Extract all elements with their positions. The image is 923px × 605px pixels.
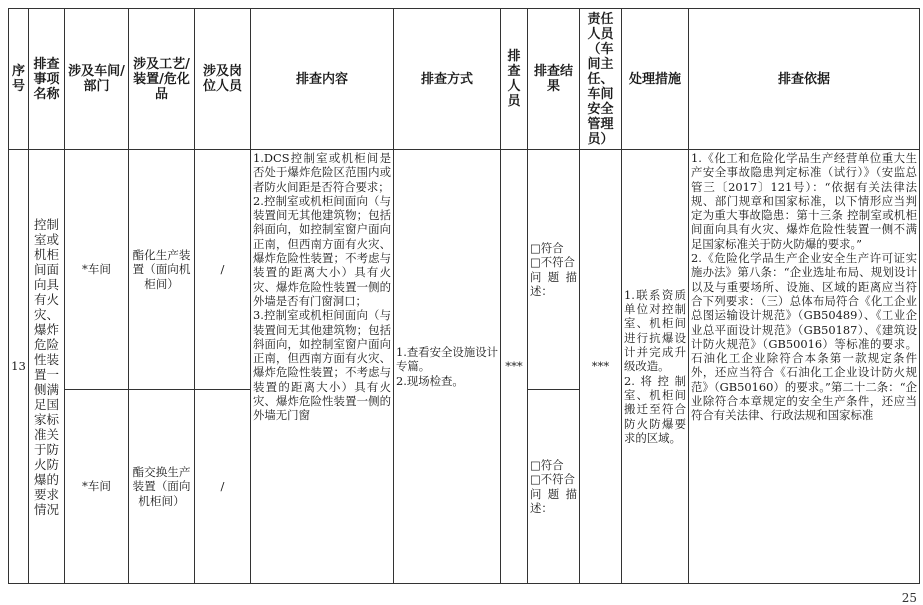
row-handling: 1.联系资质单位对控制室、机柜间进行抗爆设计并完成升级改造。 2.将控制室、机柜间搬迁至符合防火防爆要求的区域。 xyxy=(622,150,689,584)
row-person: *** xyxy=(501,150,528,584)
row-item-name: 控制室或机柜间面向具有火灾、爆炸危险性装置一侧满足国家标准关于防火防爆的要求情况 xyxy=(29,150,65,584)
row-workshop-1: *车间 xyxy=(65,150,129,390)
header-responsible: 责任人员（车间主任、车间安全管理员） xyxy=(580,9,622,150)
row-workshop-2: *车间 xyxy=(65,390,129,584)
inspection-table xyxy=(8,8,920,584)
table-row xyxy=(9,150,920,390)
row-basis: 1.《化工和危险化学品生产经营单位重大生产安全事故隐患判定标准（试行）》（安监总管三〔2017〕121号）：“依据有关法律法规、部门规章和国家标准，以下情形应当判定为重大事故隐患：第十三条 控制室或机柜间面向具有火灾、爆炸危险性装置一侧不满足国家标准关于防火防爆的要求。” 2.《危险化学品生产企业安全生产许可证实施办法》第八条：“企业选址布局、规划设计以及与重要场所、设施、区域的距离应当符合下列要求：（三）总体布局符合《化工企业总图运输设计规范》（GB50489）、《工业企业总平面设计规范》（GB50187）、《建筑设计防火规范》（GB50016）等标准的要求。石油化工企业除符合本条第一款规定条件外，还应当符合《石油化工企业设计防火规范》（GB50160）的要求。”第二十二条：“企业除符合本章规定的安全生产条件，还应当符合有关法律、行政法规和国家标准 xyxy=(689,150,920,584)
page-number: 25 xyxy=(901,591,917,605)
header-result: 排查结果 xyxy=(528,9,580,150)
header-handling: 处理措施 xyxy=(622,9,689,150)
row-process-1: 酯化生产装置（面向机柜间） xyxy=(129,150,195,390)
header-workshop: 涉及车间/部门 xyxy=(65,9,129,150)
row-responsible: *** xyxy=(580,150,622,584)
header-method: 排查方式 xyxy=(394,9,501,150)
row-post-2: / xyxy=(195,390,251,584)
header-post: 涉及岗位人员 xyxy=(195,9,251,150)
header-content: 排查内容 xyxy=(251,9,394,150)
header-basis: 排查依据 xyxy=(689,9,920,150)
header-item-name: 排查事项名称 xyxy=(29,9,65,150)
row-method: 1.查看安全设施设计专篇。 2.现场检查。 xyxy=(394,150,501,584)
row-content: 1.DCS控制室或机柜间是否处于爆炸危险区范围内或者防火间距是否符合要求； 2.控制室或机柜间面向（与装置间无其他建筑物；包括斜面向，如控制室窗户面向正南，但西南方面有火灾、爆炸危险性装置；不考虑与装置的距离大小）具有火灾、爆炸危险性装置一侧的外墙是否有门窗洞口； 3.控制室或机柜间面向（与装置间无其他建筑物；包括斜面向，如控制室窗户面向正南，但西南方面有火灾、爆炸危险性装置；不考虑与装置的距离大小）具有火灾、爆炸危险性装置一侧的外墙无门窗 xyxy=(251,150,394,584)
row-result-1: □符合 □不符合 问题描述： xyxy=(528,150,580,390)
header-seq: 序号 xyxy=(9,9,29,150)
inspection-table-sheet xyxy=(8,8,919,583)
row-result-2: □符合 □不符合 问题描述： xyxy=(528,390,580,584)
header-row xyxy=(9,9,920,150)
header-person: 排查人员 xyxy=(501,9,528,150)
header-process: 涉及工艺/装置/危化品 xyxy=(129,9,195,150)
row-post-1: / xyxy=(195,150,251,390)
row-seq: 13 xyxy=(9,150,29,584)
row-process-2: 酯交换生产装置（面向机柜间） xyxy=(129,390,195,584)
